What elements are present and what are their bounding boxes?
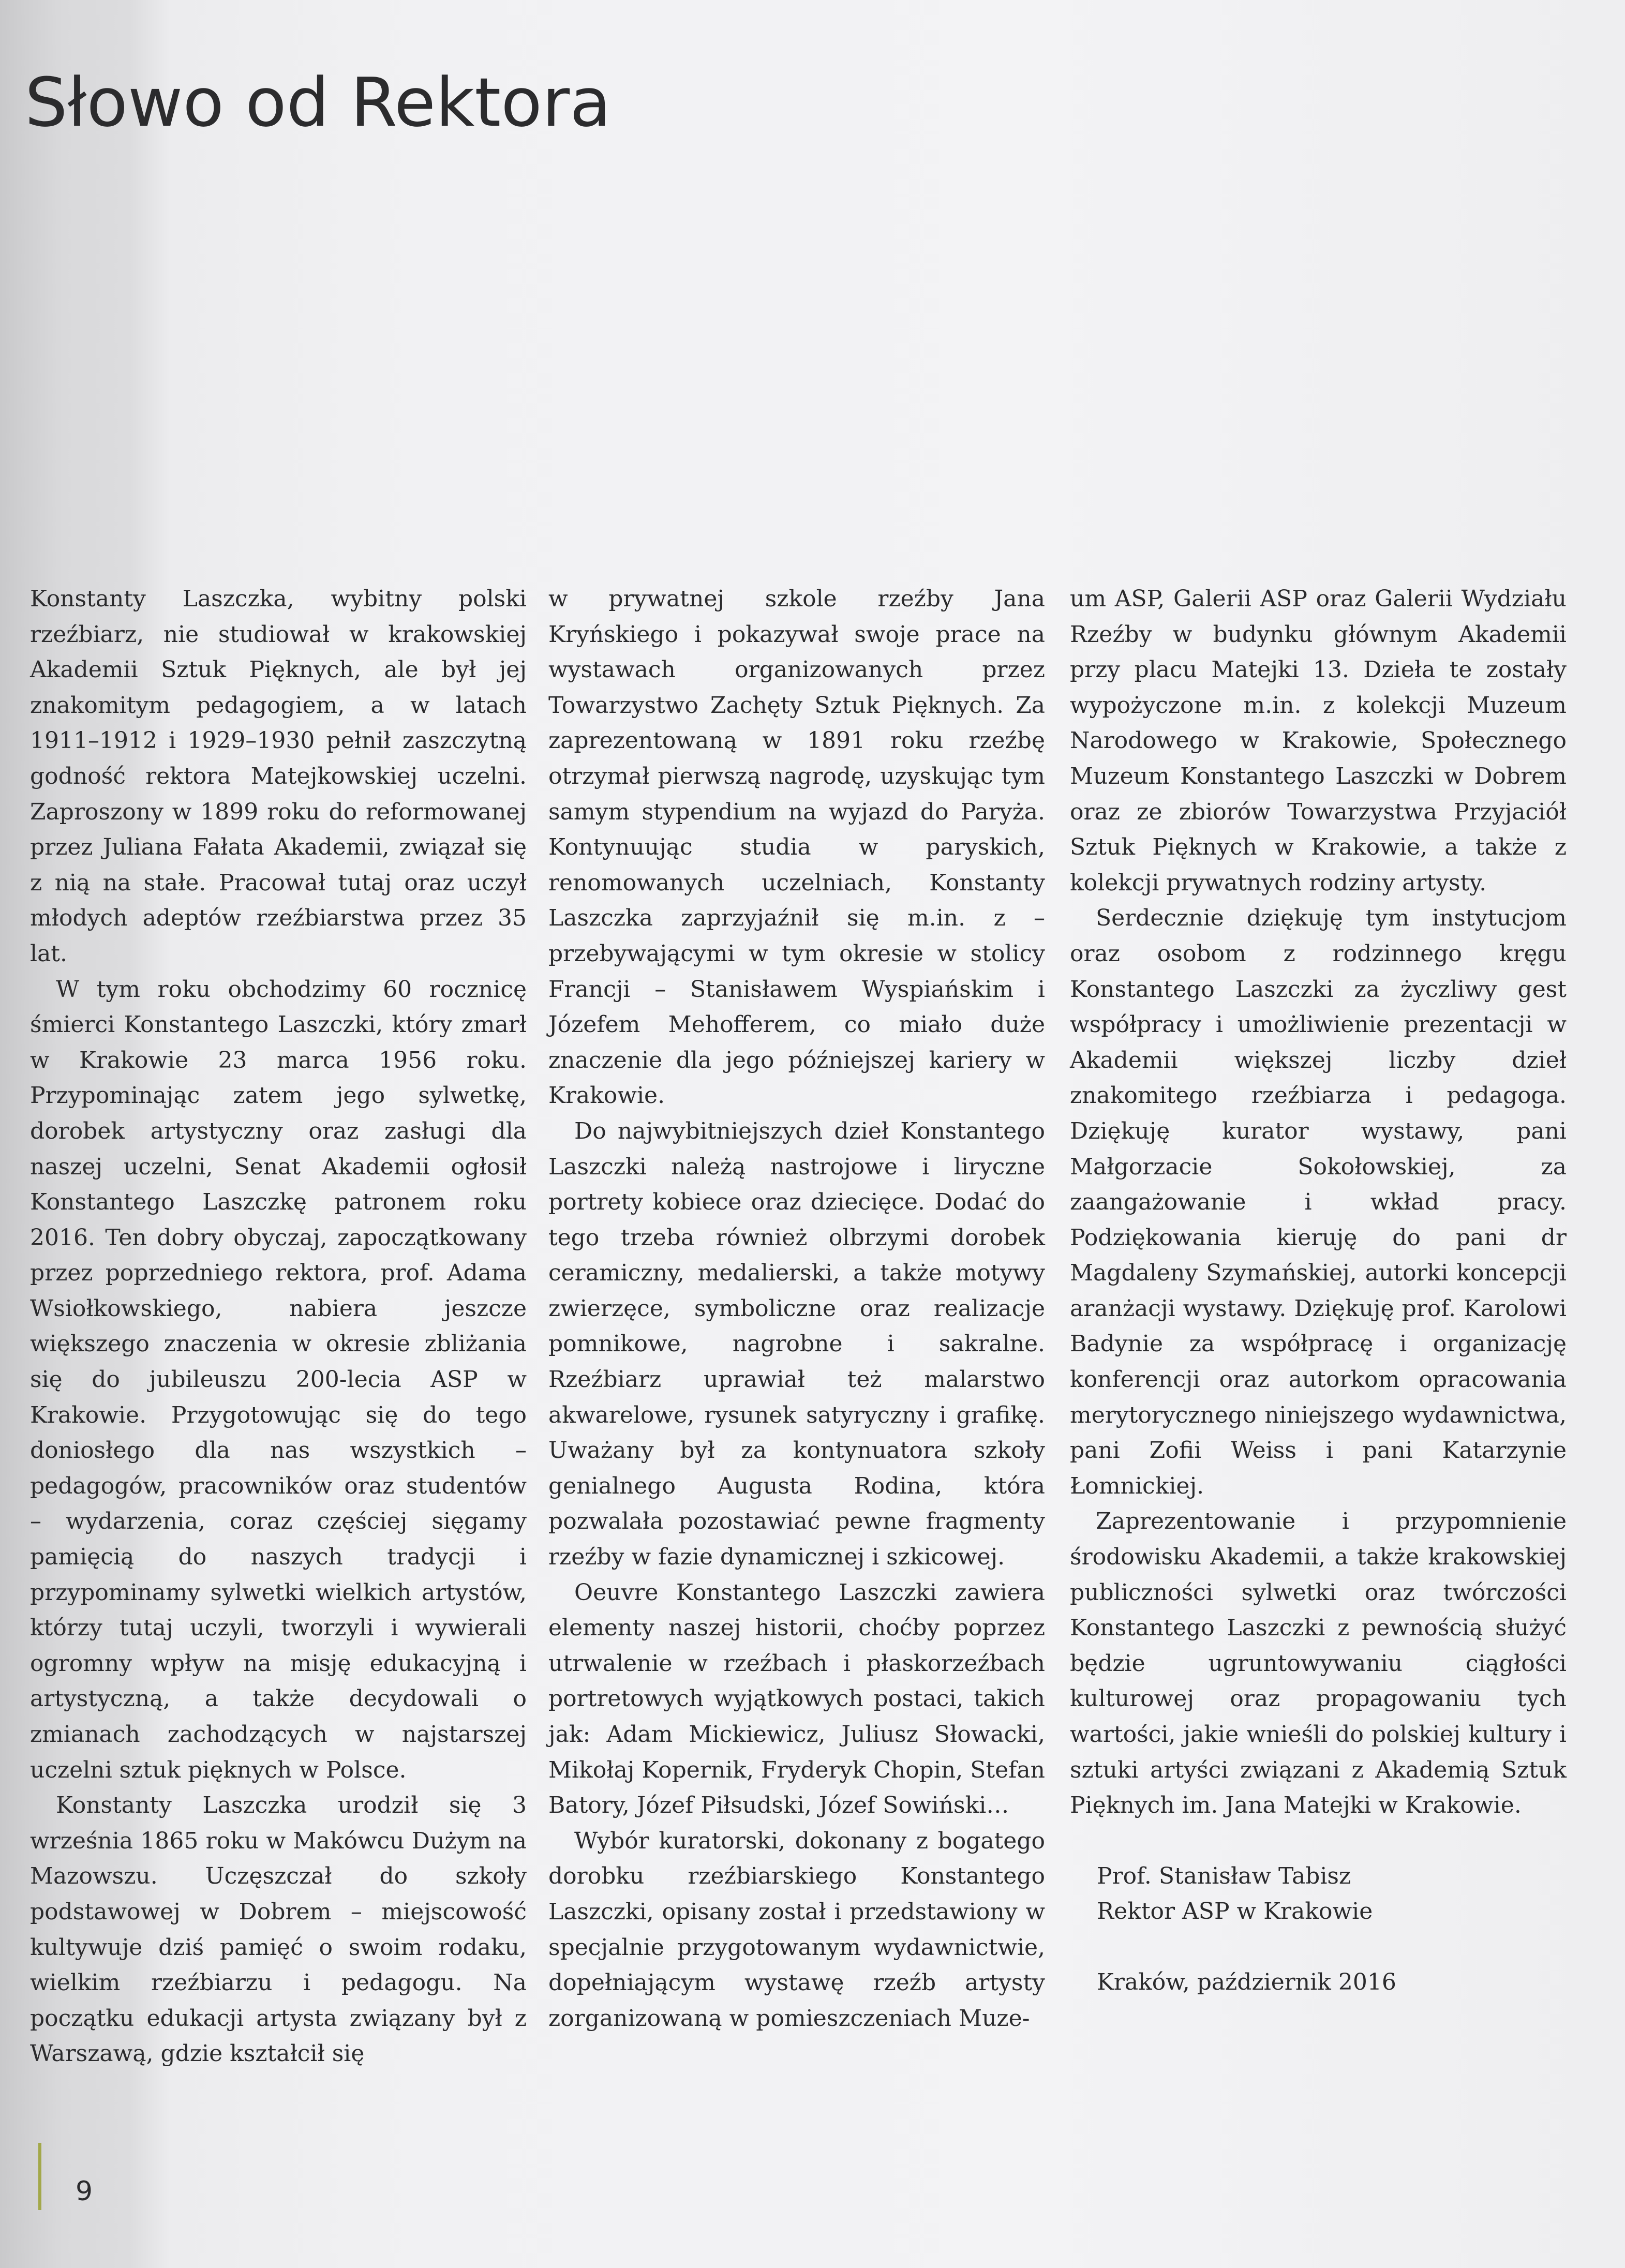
signature-block	[1070, 1859, 1567, 1930]
text-column-1	[30, 581, 527, 2072]
signature-name: Prof. Stanisław Tabisz	[1097, 1862, 1351, 1889]
paragraph: Konstanty Laszczka, wybitny polski rzeźbiarz, nie studiował w krakowskiej Akademii Sztuk Pięknych, ale był jej znakomitym pedagogiem, a w latach 1911–1912 i 1929–1930 pełnił zaszczytną godność rektora Matejkowskiej uczelni. Zaproszony w 1899 roku do reformowanej przez Juliana Fałata Akademii, związał się z nią na stałe. Pracował tutaj oraz uczył młodych adeptów rzeźbiarstwa przez 35 lat.	[30, 586, 527, 967]
paragraph: W tym roku obchodzimy 60 rocznicę śmierci Konstantego Laszczki, który zmarł w Krakowie 23 marca 1956 roku. Przypominając zatem jego sylwetkę, dorobek artystyczny oraz zasługi dla naszej uczelni, Senat Akademii ogłosił Konstantego Laszczkę patronem roku 2016. Ten dobry obyczaj, zapoczątkowany przez poprzedniego rektora, prof. Adama Wsiołkowskiego, nabiera jeszcze większego znaczenia w okresie zbliżania się do jubileuszu 200-lecia ASP w Krakowie. Przygotowując się do tego doniosłego dla nas wszystkich – pedagogów, pracowników oraz studentów – wydarzenia, coraz częściej sięgamy pamięcią do naszych tradycji i przypominamy sylwetki wielkich artystów, którzy tutaj uczyli, tworzyli i wywierali ogromny wpływ na misję edukacyjną i artystyczną, a także decydowali o zmianach zachodzących w najstarszej uczelni sztuk pięknych w Polsce.	[30, 976, 527, 1783]
text-column-3	[1070, 581, 1567, 2001]
paragraph: Serdecznie dziękuję tym instytucjom oraz osobom z rodzinnego kręgu Konstantego Laszczki za życzliwy gest współpracy i umożliwienie prezentacji w Akademii większej liczby dzieł znakomitego rzeźbiarza i pedagoga. Dziękuję kurator wystawy, pani Małgorzacie Sokołowskiej, za zaangażowanie i wkład pracy. Podziękowania kieruję do pani dr Magdaleny Szymańskiej, autorki koncepcji aranżacji wystawy. Dziękuję prof. Karolowi Badynie za współpracę i organizację konferencji oraz autorkom opracowania merytorycznego niniejszego wydawnictwa, pani Zofii Weiss i pani Katarzynie Łomnickiej.	[1070, 905, 1567, 1499]
signature-role: Rektor ASP w Krakowie	[1097, 1898, 1373, 1925]
page-number: 9	[76, 2176, 93, 2207]
paragraph: Wybór kuratorski, dokonany z bogatego dorobku rzeźbiarskiego Konstantego Laszczki, opisany został i przedstawiony w specjalnie przygotowanym wydawnictwie, dopełniającym wystawę rzeźb artysty zorganizowaną w pomieszczeniach Muze-	[548, 1827, 1045, 2032]
page-title: Słowo od Rektora	[25, 63, 611, 142]
paragraph: Do najwybitniejszych dzieł Konstantego Laszczki należą nastrojowe i liryczne portrety kobiece oraz dziecięce. Dodać do tego trzeba również olbrzymi dorobek ceramiczny, medalierski, a także motywy zwierzęce, symboliczne oraz realizacje pomnikowe, nagrobne i sakralne. Rzeźbiarz uprawiał też malarstwo akwarelowe, rysunek satyryczny i grafikę. Uważany był za kontynuatora szkoły genialnego Augusta Rodina, która pozwalała pozostawiać pewne fragmenty rzeźby w fazie dynamicznej i szkicowej.	[548, 1117, 1045, 1571]
paragraph: w prywatnej szkole rzeźby Jana Kryńskiego i pokazywał swoje prace na wystawach organizowanych przez Towarzystwo Zachęty Sztuk Pięknych. Za zaprezentowaną w 1891 roku rzeźbę otrzymał pierwszą nagrodę, uzyskując tym samym stypendium na wyjazd do Paryża. Kontynuując studia w paryskich, renomowanych uczelniach, Konstanty Laszczka zaprzyjaźnił się m.in. z – przebywającymi w tym okresie w stolicy Francji – Stanisławem Wyspiańskim i Józefem Mehofferem, co miało duże znaczenie dla jego późniejszej kariery w Krakowie.	[548, 586, 1045, 1109]
paragraph: um ASP, Galerii ASP oraz Galerii Wydziału Rzeźby w budynku głównym Akademii przy placu Matejki 13. Dzieła te zostały wypożyczone m.in. z kolekcji Muzeum Narodowego w Krakowie, Społecznego Muzeum Konstantego Laszczki w Dobrem oraz ze zbiorów Towarzystwa Przyjaciół Sztuk Pięknych w Krakowie, a także z kolekcji prywatnych rodziny artysty.	[1070, 586, 1567, 896]
paragraph: Konstanty Laszczka urodził się 3 września 1865 roku w Makówcu Dużym na Mazowszu. Uczęszczał do szkoły podstawowej w Dobrem – miejscowość kultywuje dziś pamięć o swoim rodaku, wielkim rzeźbiarzu i pedagogu. Na początku edukacji artysta związany był z Warszawą, gdzie kształcił się	[30, 1792, 527, 2067]
place-date: Kraków, październik 2016	[1097, 1968, 1396, 1995]
paragraph: Oeuvre Konstantego Laszczki zawiera elementy naszej historii, choćby poprzez utrwalenie w rzeźbach i płaskorzeźbach portretowych wyjątkowych postaci, takich jak: Adam Mickiewicz, Juliusz Słowacki, Mikołaj Kopernik, Fryderyk Chopin, Stefan Batory, Józef Piłsudski, Józef Sowiński…	[548, 1579, 1045, 1819]
folio-rule	[38, 2143, 41, 2210]
text-column-2	[548, 581, 1045, 2036]
paragraph: Zaprezentowanie i przypomnienie środowisku Akademii, a także krakowskiej publiczności sylwetki oraz twórczości Konstantego Laszczki z pewnością służyć będzie ugruntowywaniu ciągłości kulturowej oraz propagowaniu tych wartości, jakie wnieśli do polskiej kultury i sztuki artyści związani z Akademią Sztuk Pięknych im. Jana Matejki w Krakowie.	[1070, 1508, 1567, 1819]
